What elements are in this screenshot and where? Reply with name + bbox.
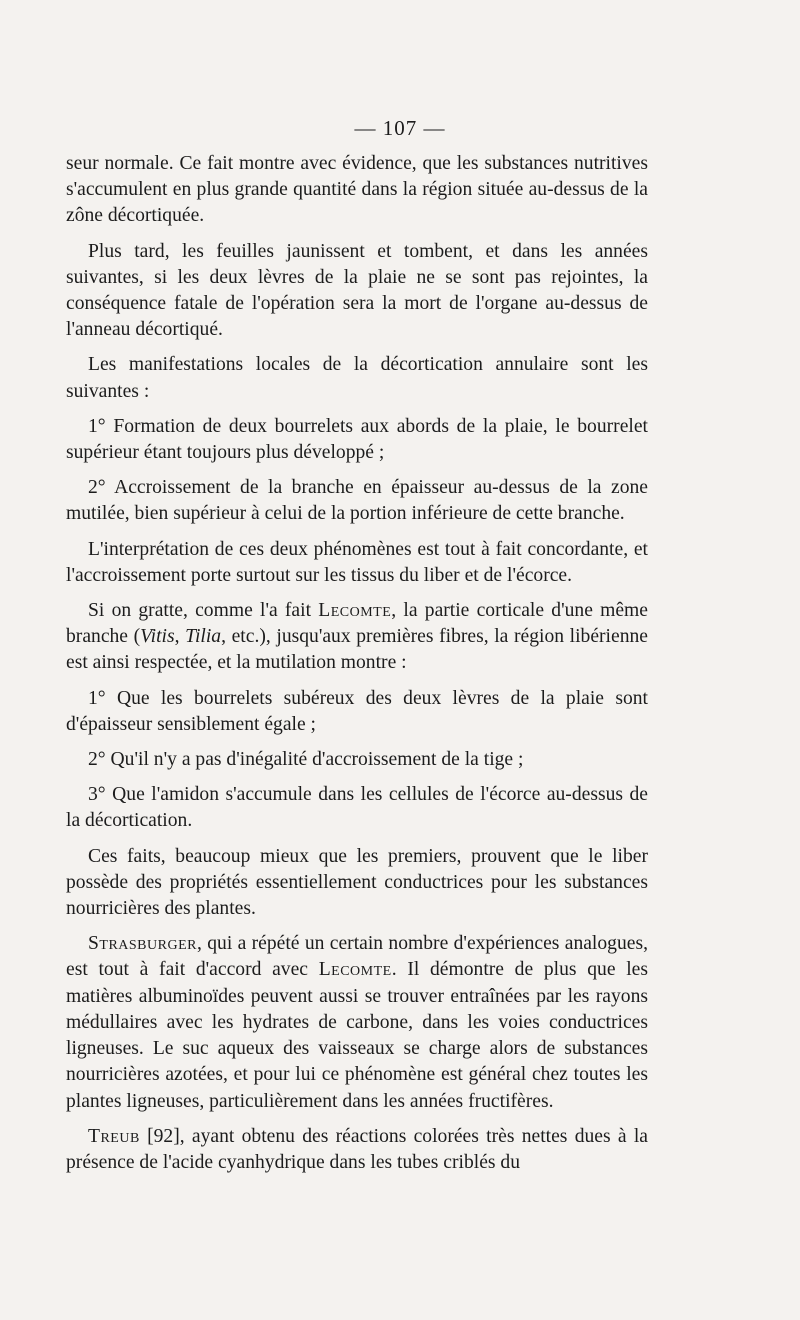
genus-name: Tilia <box>185 626 222 648</box>
paragraph: 1° Que les bourrelets subéreux des deux lèvres de la plaie sont d'épaisseur sensiblement égale ; <box>66 687 648 735</box>
paragraph: seur normale. Ce fait montre avec évidence, que les substances nutritives s'accumulent en plus grande quantité dans la région située au-dessus de la zône décortiquée. <box>66 153 648 227</box>
paragraph: Plus tard, les feuilles jaunissent et tombent, et dans les années suivantes, si les deux lèvres de la plaie ne se sont pas rejointes, la conséquence fatale de l'opération sera la mort de l'organe au-dessus de l'anneau décortiqué. <box>66 240 648 341</box>
paragraph <box>66 1124 648 1176</box>
genus-name: Vitis <box>140 626 175 648</box>
page-number: — 107 — <box>354 116 446 140</box>
text-run: [92], ayant obtenu des réactions colorées très nettes dues à la présence de l'acide cyanhydrique dans les tubes criblés du <box>66 1125 648 1173</box>
paragraph: L'interprétation de ces deux phénomènes est tout à fait concordante, et l'accroissement porte surtout sur les tissus du liber et de l'écorce. <box>66 538 648 586</box>
paragraph: Les manifestations locales de la décortication annulaire sont les suivantes : <box>66 354 648 402</box>
text-run: , la partie corticale d'une même branche ( <box>66 600 648 648</box>
paragraph: 3° Que l'amidon s'accumule dans les cellules de l'écorce au-dessus de la décortication. <box>66 784 648 832</box>
paragraph: 2° Qu'il n'y a pas d'inégalité d'accroissement de la tige ; <box>88 749 524 771</box>
author-name: Lecomte <box>318 600 392 622</box>
text-run: . Il démontre de plus que les matières albuminoïdes peuvent aussi se trouver entraînées par les rayons médullaires avec les hydrates de carbone, dans les voies conductrices ligneuses. Le suc aqueux des vaisseaux se charge alors de substances nourricières azotées, et pour lui ce phénomène est général chez toutes les plantes ligneuses, particulièrement dans les années fructifères. <box>66 959 648 1112</box>
body-text <box>66 151 648 1185</box>
author-name: Treub <box>88 1125 140 1147</box>
text-run: Si on gratte, comme l'a fait <box>88 600 319 622</box>
author-name: Lecomte <box>318 959 392 981</box>
author-name: Strasburger <box>88 933 197 955</box>
paragraph <box>66 931 648 1114</box>
paragraph <box>66 598 648 677</box>
paragraph: 2° Accroissement de la branche en épaisseur au-dessus de la zone mutilée, bien supérieur à celui de la portion inférieure de cette branche. <box>66 477 648 525</box>
text-run: , etc.), jusqu'aux premières fibres, la région libérienne est ainsi respectée, et la mutilation montre : <box>66 626 648 674</box>
text-run: , qui a répété un certain nombre d'expériences analogues, est tout à fait d'accord avec <box>66 933 648 981</box>
paragraph: Ces faits, beaucoup mieux que les premiers, prouvent que le liber possède des propriétés essentiellement conductrices pour les substances nourricières des plantes. <box>66 845 648 920</box>
text-run: , <box>174 626 186 648</box>
paragraph: 1° Formation de deux bourrelets aux abords de la plaie, le bourrelet supérieur étant toujours plus développé ; <box>66 415 648 464</box>
